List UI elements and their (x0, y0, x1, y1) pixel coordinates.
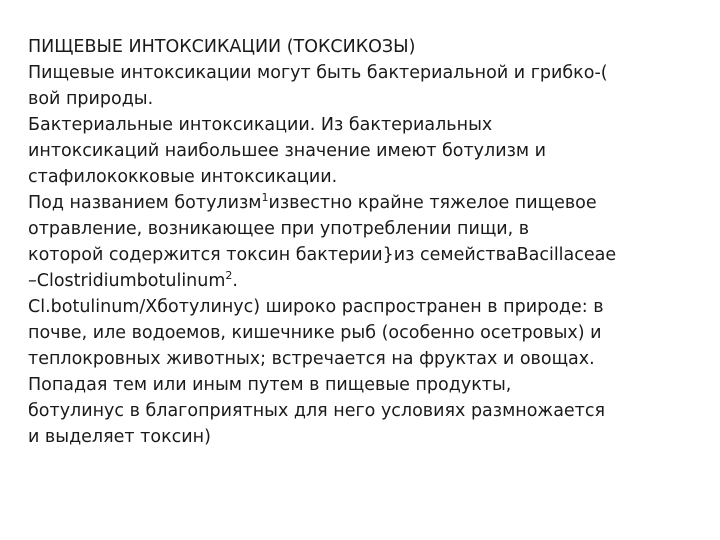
text-line: почве, иле водоемов, кишечнике рыб (особенно осетровых) и (28, 323, 602, 343)
text-line: которой содержится токсин бактерии}из семействаBacillaceae (28, 245, 617, 265)
footnote-marker: 1 (261, 191, 269, 204)
text-line (28, 268, 692, 294)
text-fragment: –Clostridiumbotulinum (28, 271, 226, 291)
text-line: Бактериальные интоксикации. Из бактериальных (28, 115, 493, 135)
text-line: Попадая тем или иным путем в пищевые продукты, (28, 375, 512, 395)
text-line: стафилококковые интоксикации. (28, 167, 338, 187)
text-line: теплокровных животных; встречается на фруктах и овощах. (28, 349, 595, 369)
text-line: вой природы. (28, 89, 154, 109)
document-body (28, 34, 692, 514)
paragraph-botulism (28, 190, 692, 294)
text-line: ботулинус в благоприятных для него условиях размножается (28, 401, 606, 421)
text-line: интоксикаций наибольшее значение имеют ботулизм и (28, 141, 547, 161)
text-line: Пищевые интоксикации могут быть бактериальной и грибко-( (28, 63, 608, 83)
text-fragment: Под названием ботулизм (28, 193, 262, 213)
text-line (28, 190, 692, 216)
text-line: отравление, возникающее при употреблении пищи, в (28, 219, 530, 239)
footnote-marker: 2 (225, 269, 233, 282)
text-fragment: . (232, 271, 238, 291)
paragraph-intro (28, 60, 692, 112)
paragraph-bacterial (28, 112, 692, 190)
document-heading: ПИЩЕВЫЕ ИНТОКСИКАЦИИ (ТОКСИКОЗЫ) (28, 37, 416, 57)
text-line: и выделяет токсин) (28, 427, 211, 447)
text-line: Cl.botulinum/Хботулинус) широко распространен в природе: в (28, 297, 604, 317)
paragraph-distribution (28, 294, 692, 450)
text-fragment: известно крайне тяжелое пищевое (268, 193, 597, 213)
